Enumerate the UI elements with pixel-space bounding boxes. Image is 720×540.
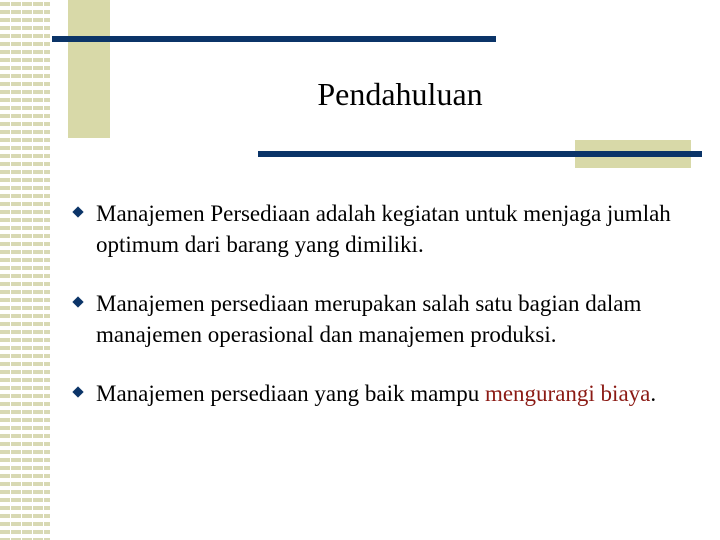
bullet-list xyxy=(72,198,702,437)
title-rule-bottom xyxy=(258,151,702,157)
title-rule-top xyxy=(52,36,496,42)
slide-title: Pendahuluan xyxy=(317,76,483,112)
diamond-bullet-icon xyxy=(72,296,83,307)
decorative-striped-margin xyxy=(0,0,50,540)
bullet-text: Manajemen persediaan merupakan salah satu bagian dalam manajemen operasional dan manajemen produksi. xyxy=(96,291,642,347)
bullet-text: Manajemen Persediaan adalah kegiatan untuk menjaga jumlah optimum dari barang yang dimiliki. xyxy=(96,201,671,257)
bullet-item xyxy=(72,378,702,409)
bullet-item xyxy=(72,198,702,260)
emphasized-text: mengurangi biaya xyxy=(484,381,651,406)
diamond-bullet-icon xyxy=(72,206,83,217)
bullet-text: Manajemen persediaan yang baik mampu xyxy=(96,381,485,406)
diamond-bullet-icon xyxy=(72,386,83,397)
bullet-item xyxy=(72,288,702,350)
decorative-block-top xyxy=(68,0,110,138)
bullet-text-end: . xyxy=(650,381,657,406)
